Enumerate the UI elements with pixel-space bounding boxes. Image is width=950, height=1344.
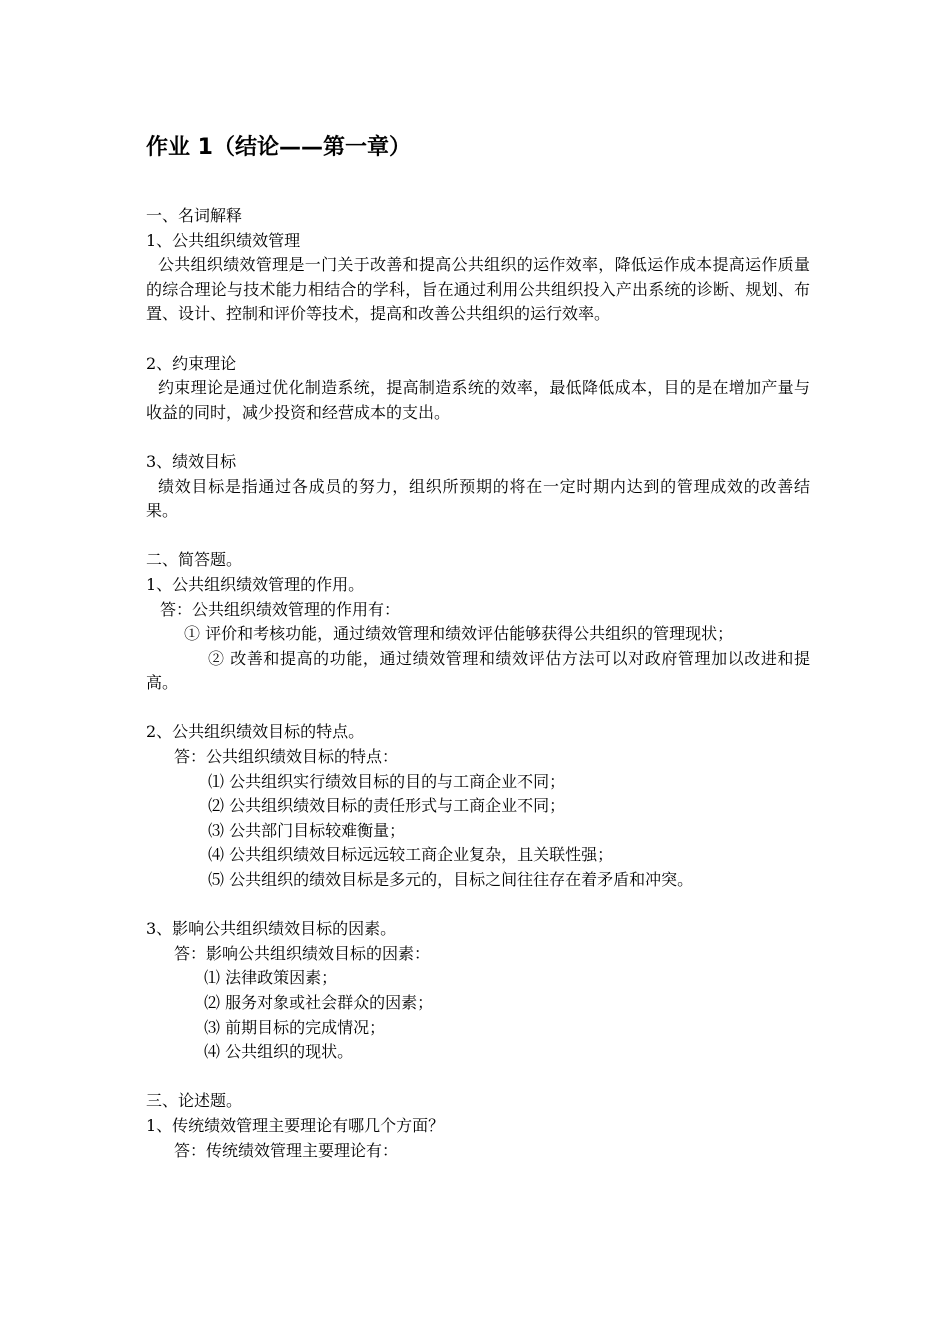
answer-item: ⑶ 前期目标的完成情况；: [204, 1017, 386, 1037]
answer-item: ⑴ 公共组织实行绩效目标的目的与工商企业不同；: [208, 771, 566, 791]
answer-item: ⑴ 法律政策因素；: [204, 968, 338, 988]
answer-item: ⑵ 服务对象或社会群众的因素；: [204, 993, 434, 1012]
term-definition-2: 约束理论是通过优化制造系统，提高制造系统的效率，最低降低成本，目的是在增加产量与收益的同时，减少投资和经营成本的支出。: [146, 378, 810, 422]
spacer: [146, 1065, 810, 1090]
section-heading-1: 一、名词解释: [146, 206, 243, 225]
answer-item: ⑷ 公共组织的现状。: [204, 1042, 354, 1062]
answer-intro-1: 答：公共组织绩效管理的作用有：: [160, 599, 401, 619]
answer-item: ⑸ 公共组织的绩效目标是多元的，目标之间往往存在着矛盾和冲突。: [208, 870, 694, 890]
term-title-3: 3、绩效目标: [146, 451, 237, 471]
document-page: [146, 130, 810, 1163]
spacer: [146, 425, 810, 450]
question-title-1: 1、公共组织绩效管理的作用。: [146, 574, 365, 594]
term-definition-1: 公共组织绩效管理是一门关于改善和提高公共组织的运作效率，降低运作成本提高运作质量的综合理论与技术能力相结合的学科，旨在通过利用公共组织投入产出系统的诊断、规划、布置、设计、控制和评价等技术，提高和改善公共组织的运行效率。: [146, 255, 810, 324]
question-title-3: 3、影响公共组织绩效目标的因素。: [146, 919, 397, 939]
question-title-4: 1、传统绩效管理主要理论有哪几个方面？: [146, 1115, 445, 1135]
answer-item: ⑵ 公共组织绩效目标的责任形式与工商企业不同；: [208, 796, 566, 816]
spacer: [146, 696, 810, 721]
answer-intro-4: 答：传统绩效管理主要理论有：: [174, 1140, 399, 1160]
answer-item: ⑶ 公共部门目标较难衡量；: [208, 820, 406, 840]
answer-intro-3: 答：影响公共组织绩效目标的因素：: [174, 943, 431, 963]
section-heading-2: 二、简答题。: [146, 550, 243, 570]
answer-item: ① 评价和考核功能，通过绩效管理和绩效评估能够获得公共组织的管理现状；: [184, 624, 734, 644]
question-title-2: 2、公共组织绩效目标的特点。: [146, 722, 365, 742]
term-title-1: 1、公共组织绩效管理: [146, 230, 301, 250]
answer-item: ② 改善和提高的功能，通过绩效管理和绩效评估方法可以对政府管理加以改进和提高。: [146, 648, 810, 693]
spacer: [146, 327, 810, 352]
spacer: [146, 524, 810, 549]
spacer: [146, 893, 810, 918]
answer-item: ⑷ 公共组织绩效目标远远较工商企业复杂，且关联性强；: [208, 845, 614, 865]
term-definition-3: 绩效目标是指通过各成员的努力，组织所预期的将在一定时期内达到的管理成效的改善结果。: [146, 476, 810, 521]
answer-intro-2: 答：公共组织绩效目标的特点：: [174, 747, 399, 767]
page-title: 作业 1（结论——第一章）: [146, 135, 411, 160]
term-title-2: 2、约束理论: [146, 353, 237, 373]
section-heading-3: 三、论述题。: [146, 1091, 243, 1111]
